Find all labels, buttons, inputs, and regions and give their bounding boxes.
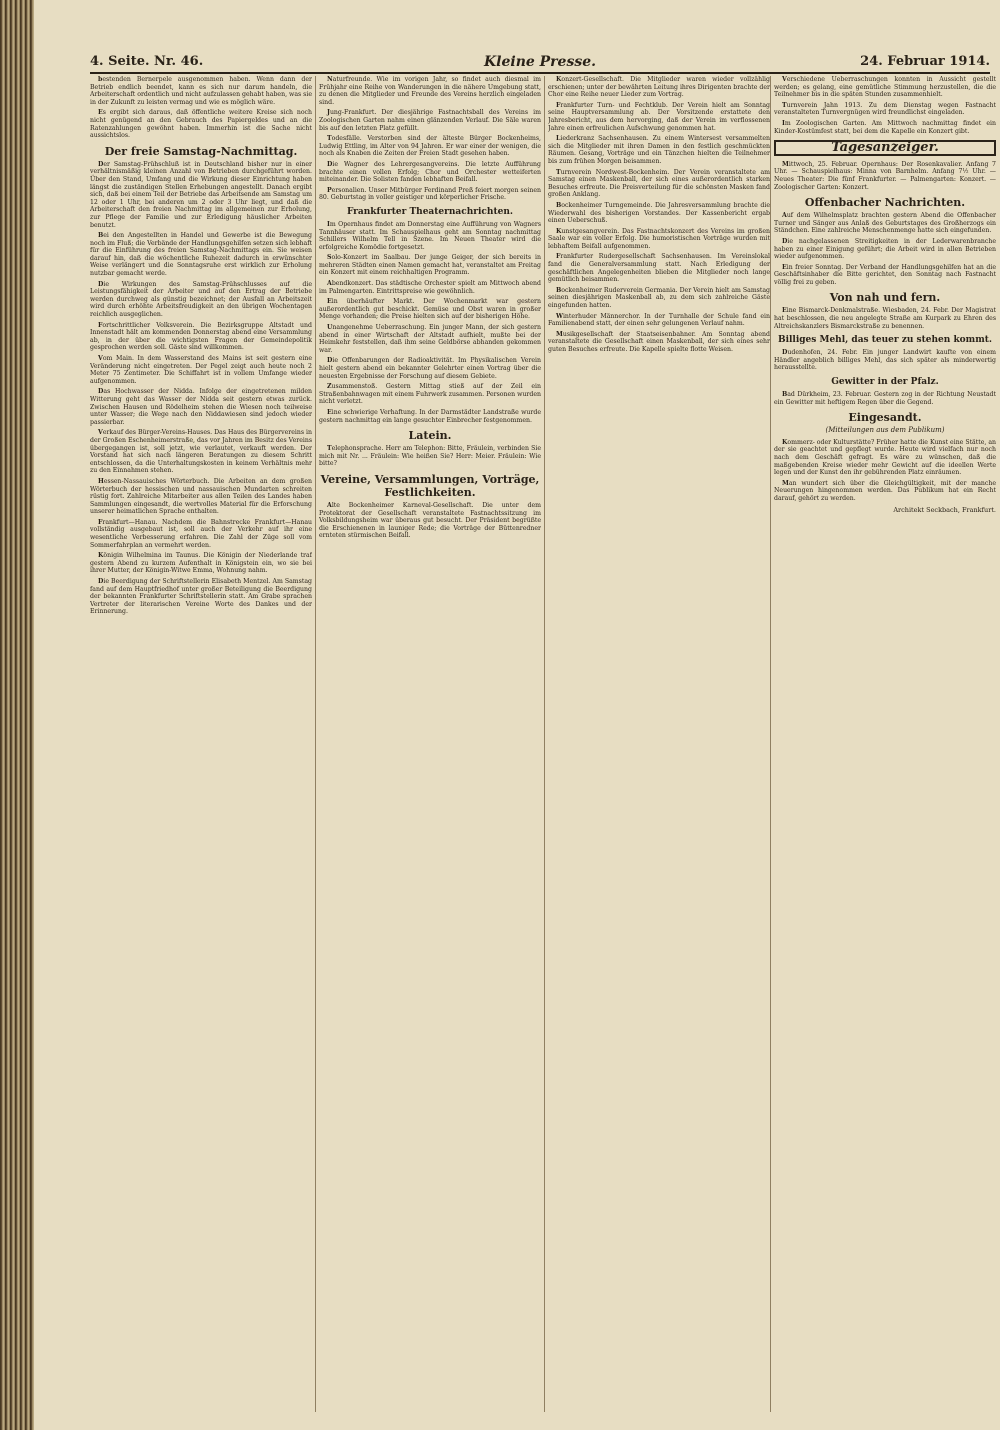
article-paragraph: Hessen-Nassauisches Wörterbuch. Die Arbeiten an dem großen Wörterbuch der hessischen und nassauischen Mundarten schreiten rüstig fort. Zahlreiche Mitarbeiter aus allen Teilen des Landes haben Sammlungen eingesandt, die wertvolles Material für die Erforschung unserer heimatlichen Sprache enthalten. — [90, 477, 312, 516]
article-paragraph: Naturfreunde. Wie im vorigen Jahr, so findet auch diesmal im Frühjahr eine Reihe von Wanderungen in die nähere Umgebung statt, zu denen die Mitglieder und Freunde des Vereins herzlich eingeladen sind. — [319, 76, 541, 106]
column-2 — [319, 76, 541, 1412]
article-paragraph: Kommerz- oder Kulturstätte? Früher hatte die Kunst eine Stätte, an der sie geachtet und gepflegt wurde. Heute wird vielfach nur noch nach dem Geschäft gefragt. Es wäre zu wünschen, daß die maßgebenden Kreise wieder mehr Gewicht auf die ideellen Werte legen und der Kunst den ihr gebührenden Platz einräumen. — [774, 438, 996, 477]
article-paragraph: Bei den Angestellten in Handel und Gewerbe ist die Bewegung noch im Fluß; die Verbände der Handlungsgehilfen setzen sich lebhaft für die Einführung des freien Samstag-Nachmittags ein. Sie weisen darauf hin, daß die wöchentliche Ruhezeit dadurch in erwünschter Weise verlängert und die Sonntagsruhe erst wirklich zur Erholung nutzbar gemacht werde. — [90, 232, 312, 278]
article-paragraph: Eine schwierige Verhaftung. In der Darmstädter Landstraße wurde gestern nachmittag ein lange gesuchter Einbrecher festgenommen. — [319, 408, 541, 424]
newspaper-page — [34, 0, 1000, 1430]
article-paragraph: Eine Bismarck-Denkmalstraße. Wiesbaden, 24. Febr. Der Magistrat hat beschlossen, die neu angelegte Straße am Kurpark zu Ehren des Altreichskanzlers Bismarckstraße zu benennen. — [774, 307, 996, 330]
article-paragraph: Alte Bockenheimer Karneval-Gesellschaft. Die unter dem Protektorat der Gesellschaft veranstaltete Fastnachtssitzung im Volksbildungsheim war überaus gut besucht. Der Präsident begrüßte die Erschienenen in launiger Rede; die Vorträge der Büttenredner ernteten stürmischen Beifall. — [319, 501, 541, 540]
article-paragraph: Liederkranz Sachsenhausen. Zu einem Wintersest versammelten sich die Mitglieder mit ihren Damen in den festlich geschmückten Räumen. Gesang, Vorträge und ein Tänzchen hielten die Teilnehmer bis zum frühen Morgen beisammen. — [548, 135, 770, 165]
article-paragraph: Winterhuder Männerchor. In der Turnhalle der Schule fand ein Familienabend statt, der einen sehr gelungenen Verlauf nahm. — [548, 312, 770, 328]
section-heading: Eingesandt. — [848, 411, 922, 425]
article-paragraph: Im Opernhaus findet am Donnerstag eine Aufführung von Wagners Tannhäuser statt. Im Schauspielhaus geht am Sonntag nachmittag Schillers Wilhelm Tell in Szene. Im Neuen Theater wird die erfolgreiche Komödie fortgesetzt. — [319, 220, 541, 251]
article-paragraph: Ein freier Sonntag. Der Verband der Handlungsgehilfen hat an die Geschäftsinhaber die Bitte gerichtet, den Sonntag nach Fastnacht völlig frei zu geben. — [774, 263, 996, 286]
article-paragraph: Die Offenbarungen der Radioaktivität. Im Physikalischen Verein hielt gestern abend ein bekannter Gelehrter einen Vortrag über die neuesten Ergebnisse der Forschung auf diesem Gebiete. — [319, 357, 541, 380]
article-paragraph: Todesfälle. Verstorben sind der älteste Bürger Bockenheims, Ludwig Ettling, im Alter von 94 Jahren. Er war einer der wenigen, die noch als Knaben die Zeiten der Freien Stadt gesehen haben. — [319, 135, 541, 158]
masthead: Kleine Presse. — [483, 54, 597, 70]
book-binding-edge — [0, 0, 34, 1430]
section-heading: Latein. — [408, 429, 452, 443]
article-paragraph: Bad Dürkheim, 23. Februar. Gestern zog in der Richtung Neustadt ein Gewitter mit heftigem Regen über die Gegend. — [774, 391, 996, 406]
article-paragraph: Solo-Konzert im Saalbau. Der junge Geiger, der sich bereits in mehreren Städten einen Namen gemacht hat, veranstaltet am Freitag ein Konzert mit einem reichhaltigen Programm. — [319, 254, 541, 277]
article-paragraph: Bockenheimer Turngemeinde. Die Jahresversammlung brachte die Wiederwahl des bisherigen Vorstandes. Der Kassenbericht ergab einen Ueberschuß. — [548, 201, 770, 225]
article-paragraph: Der Samstag-Frühschluß ist in Deutschland bisher nur in einer verhältnismäßig kleinen Anzahl von Betrieben durchgeführt worden. Über den Stand, Umfang und die Wirkung dieser Einrichtung haben längst die zuständigen Stellen Erhebungen angestellt. Danach ergibt sich, daß bei einem Teil der Betriebe das Arbeitsende am Samstag um 12 oder 1 Uhr, bei anderen um 2 oder 3 Uhr liegt, und daß die Arbeiterschaft den freien Nachmittag im allgemeinen zur Erholung, zur Pflege der Familie und zur Erledigung häuslicher Arbeiten benutzt. — [90, 160, 312, 229]
article-paragraph: Jung-Frankfurt. Der diesjährige Fastnachtsball des Vereins im Zoologischen Garten nahm einen glänzenden Verlauf. Die Säle waren bis auf den letzten Platz gefüllt. — [319, 109, 541, 132]
section-heading: Offenbacher Nachrichten. — [804, 196, 966, 210]
article-paragraph: Auf dem Wilhelmsplatz brachten gestern Abend die Offenbacher Turner und Sänger aus Anlaß des Geburtstages des Großherzogs ein Ständchen. Eine zahlreiche Menschenmenge hatte sich eingefunden. — [774, 212, 996, 235]
article-paragraph: Königin Wilhelmina im Taunus. Die Königin der Niederlande traf gestern Abend zu kurzem Aufenthalt in Königstein ein, wo sie bei ihrer Mutter, der Königin-Witwe Emma, Wohnung nahm. — [90, 552, 312, 575]
page-number: 4. Seite. Nr. 46. — [90, 54, 204, 69]
article-heading: Billiges Mehl, das teuer zu stehen kommt. — [777, 335, 993, 346]
article-paragraph: Verschiedene Ueberraschungen konnten in Aussicht gestellt werden; es gelang, eine gemütliche Stimmung herzustellen, die die Teilnehmer bis in die späten Stunden zusammenhielt. — [774, 76, 996, 99]
section-heading: Vereine, Versammlungen, Vorträge, Festlichkeiten. — [320, 472, 540, 499]
column-1 — [90, 76, 312, 1412]
article-paragraph: Man wundert sich über die Gleichgültigkeit, mit der manche Neuerungen hingenommen werden. Das Publikum hat ein Recht darauf, gehört zu werden. — [774, 479, 996, 502]
column-divider — [544, 76, 545, 1412]
article-signature: Architekt Seckbach, Frankfurt. — [893, 505, 996, 514]
column-4 — [774, 76, 996, 1412]
header-rule — [90, 72, 990, 74]
article-paragraph: Mittwoch, 25. Februar. Opernhaus: Der Rosenkavalier. Anfang 7 Uhr. — Schauspielhaus: Minna von Barnhelm. Anfang 7½ Uhr. — Neues Theater: Die fünf Frankfurter. — Palmengarten: Konzert. — Zoologischer Garten: Konzert. — [774, 160, 996, 191]
article-paragraph: Bockenheimer Ruderverein Germania. Der Verein hielt am Samstag seinen diesjährigen Maskenball ab, zu dem sich zahlreiche Gäste eingefunden hatten. — [548, 286, 770, 310]
article-paragraph: Die Beerdigung der Schriftstellerin Elisabeth Mentzel. Am Samstag fand auf dem Hauptfriedhof unter großer Beteiligung die Beerdigung der bekannten Frankfurter Schriftstellerin statt. Am Grabe sprachen Vertreter der literarischen Vereine Worte des Dankes und der Erinnerung. — [90, 578, 312, 616]
article-paragraph: bestenden Bernerpele ausgenommen haben. Wenn dann der Betrieb endlich beendet, kann es sich nur darum handeln, die Arbeiterschaft ordentlich und nicht aufzulassen gehabt haben, was sie in der Zukunft zu leisten vermag und wie es möglich wäre. — [90, 76, 312, 106]
article-paragraph: Frankfurter Turn- und Fechtklub. Der Verein hielt am Sonntag seine Hauptversammlung ab. Der Vorsitzende erstattete den Jahresbericht, aus dem hervorging, daß der Verein im verflossenen Jahre einen erfreulichen Aufschwung genommen hat. — [548, 101, 770, 132]
article-paragraph: Das Hochwasser der Nidda. Infolge der eingetretenen milden Witterung geht das Wasser der Nidda seit gestern etwas zurück. Zwischen Hausen und Rödelheim stehen die Wiesen noch teilweise unter Wasser; die Wege nach den Niddawiesen sind jedoch wieder passierbar. — [90, 388, 312, 426]
article-paragraph: Kunstgesangverein. Das Fastnachtskonzert des Vereins im großen Saale war ein voller Erfolg. Die humoristischen Vorträge wurden mit lebhaftem Beifall aufgenommen. — [548, 227, 770, 250]
article-paragraph: Dudenhofen, 24. Febr. Ein junger Landwirt kaufte von einem Händler angeblich billiges Mehl, das sich später als minderwertig herausstellte. — [774, 349, 996, 372]
article-paragraph: Abendkonzert. Das städtische Orchester spielt am Mittwoch abend im Palmengarten. Eintrittspreise wie gewöhnlich. — [319, 280, 541, 295]
article-paragraph: Konzert-Gesellschaft. Die Mitglieder waren wieder vollzählig erschienen; unter der bewährten Leitung ihres Dirigenten brachte der Chor eine Reihe neuer Lieder zum Vortrag. — [548, 76, 770, 99]
column-3 — [548, 76, 770, 1412]
article-paragraph: Im Zoologischen Garten. Am Mittwoch nachmittag findet ein Kinder-Kostümfest statt, bei dem die Kapelle ein Konzert gibt. — [774, 119, 996, 135]
article-paragraph: Turnverein Nordwest-Bockenheim. Der Verein veranstaltete am Samstag einen Maskenball, der sich eines außerordentlich starken Besuches erfreute. Die Preisverteilung für die schönsten Masken fand großen Anklang. — [548, 168, 770, 199]
article-paragraph: Vom Main. In dem Wasserstand des Mains ist seit gestern eine Veränderung nicht eingetreten. Der Pegel zeigt auch heute noch 2 Meter 75 Zentimeter. Die Schiffahrt ist in vollem Umfange wieder aufgenommen. — [90, 355, 312, 385]
section-subheading: (Mitteilungen aus dem Publikum) — [825, 426, 945, 435]
section-heading: Von nah und fern. — [829, 291, 941, 305]
article-heading: Gewitter in der Pfalz. — [831, 377, 939, 388]
article-paragraph: Unangenehme Ueberraschung. Ein junger Mann, der sich gestern abend in einer Wirtschaft der Altstadt aufhielt, mußte bei der Heimkehr feststellen, daß ihm seine Geldbörse abhanden gekommen war. — [319, 324, 541, 354]
article-paragraph: Telephonsprache. Herr am Telephon: Bitte, Fräulein, verbinden Sie mich mit Nr. ... Fräulein: Wie heißen Sie? Herr: Meier. Fräulein: Wie bitte? — [319, 445, 541, 468]
article-heading: Frankfurter Theaternachrichten. — [346, 206, 514, 217]
article-paragraph: Es ergibt sich daraus, daß öffentliche weitere Kreise sich noch nicht genügend an den Gebrauch des Papiergeldes und an die Ratenzahlungen gewöhnt haben. Immerhin ist die Sache nicht aussichtslos. — [90, 109, 312, 140]
article-paragraph: Fortschrittlicher Volksverein. Die Bezirksgruppe Altstadt und Innenstadt hält am kommenden Donnerstag abend eine Versammlung ab, in der über die wichtigsten Fragen der Gemeindepolitik gesprochen werden soll. Gäste sind willkommen. — [90, 321, 312, 352]
boxed-section-heading: Tagesanzeiger. — [774, 140, 996, 156]
section-heading: Der freie Samstag-Nachmittag. — [104, 144, 298, 158]
page-header — [90, 50, 990, 72]
article-paragraph: Frankfurt—Hanau. Nachdem die Bahnstrecke Frankfurt—Hanau vollständig ausgebaut ist, soll auch der Verkehr auf ihr eine wesentliche Verbesserung erfahren. Die Zahl der Züge soll vom Sommerfahrplan an vermehrt werden. — [90, 518, 312, 549]
article-paragraph: Die Wagner des Lehrergesangvereins. Die letzte Aufführung brachte einen vollen Erfolg; Chor und Orchester wetteiferten miteinander. Die Solisten fanden lebhaften Beifall. — [319, 160, 541, 184]
article-paragraph: Personalien. Unser Mitbürger Ferdinand Preß feiert morgen seinen 80. Geburtstag in voller geistiger und körperlicher Frische. — [319, 186, 541, 202]
column-divider — [770, 76, 771, 1412]
column-divider — [315, 76, 316, 1412]
article-paragraph: Verkauf des Bürger-Vereins-Hauses. Das Haus des Bürgervereins in der Großen Eschenheimerstraße, das vor Jahren im Besitz des Vereins übergegangen ist, soll jetzt, wie verlautet, verkauft werden. Der Vorstand hat sich nach längeren Beratungen zu diesem Schritt entschlossen, da die Unterhaltungskosten in keinem Verhältnis mehr zu den Einnahmen stehen. — [90, 429, 312, 475]
article-paragraph: Zusammenstoß. Gestern Mittag stieß auf der Zeil ein Straßenbahnwagen mit einem Fuhrwerk zusammen. Personen wurden nicht verletzt. — [319, 383, 541, 406]
article-paragraph: Turnverein Jahn 1913. Zu dem Dienstag wegen Fastnacht veranstalteten Turnvergnügen wird freundlichst eingeladen. — [774, 101, 996, 117]
article-paragraph: Die nachgelassenen Streitigkeiten in der Lederwarenbranche haben zu einer Einigung geführt; die Arbeit wird in allen Betrieben wieder aufgenommen. — [774, 237, 996, 261]
article-paragraph: Die Wirkungen des Samstag-Frühschlusses auf die Leistungsfähigkeit der Arbeiter und auf den Ertrag der Betriebe werden durchweg als günstig bezeichnet; der Ausfall an Arbeitszeit wird durch erhöhte Arbeitsfreudigkeit an den übrigen Wochentagen reichlich ausgeglichen. — [90, 280, 312, 319]
article-paragraph: Ein überhäufter Markt. Der Wochenmarkt war gestern außerordentlich gut beschickt. Gemüse und Obst waren in großer Menge vorhanden; die Preise hielten sich auf der bisherigen Höhe. — [319, 298, 541, 321]
article-paragraph: Musikgesellschaft der Staatseisenbahner. Am Sonntag abend veranstaltete die Gesellschaft einen Maskenball, der sich eines sehr guten Besuches erfreute. Die Kapelle spielte flotte Weisen. — [548, 330, 770, 353]
article-paragraph: Frankfurter Rudergesellschaft Sachsenhausen. Im Vereinslokal fand die Generalversammlung statt. Nach Erledigung der geschäftlichen Angelegenheiten blieben die Mitglieder noch lange gemütlich beisammen. — [548, 253, 770, 284]
issue-date: 24. Februar 1914. — [860, 54, 990, 69]
